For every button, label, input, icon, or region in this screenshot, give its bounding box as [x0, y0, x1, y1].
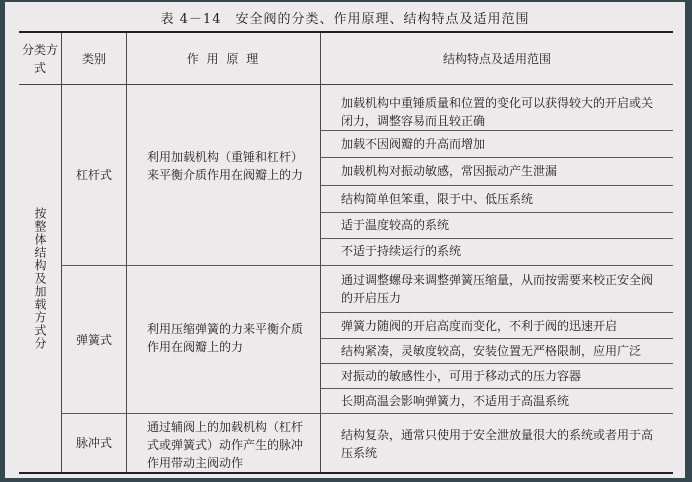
header-mode: 分类方式 — [21, 42, 58, 75]
feature-separator — [320, 238, 673, 239]
feature-separator — [320, 212, 673, 213]
feature-separator — [320, 312, 673, 313]
feature-cell: 加载机构中重锤质量和位置的变化可以获得较大的开启或关闭力，调整容易而且较正确 — [341, 96, 654, 128]
feature-cell: 长期高温会影响弹簧力，不适用于高温系统 — [341, 394, 570, 408]
feature-cell: 结构简单但笨重，限于中、低压系统 — [341, 192, 534, 206]
feature-separator — [320, 338, 673, 339]
classification-label: 按整体结构及加载方式分 — [33, 207, 47, 350]
category-cell-pulse: 脉冲式 — [75, 436, 112, 450]
feature-separator — [320, 388, 673, 389]
feature-cell: 不适于持续运行的系统 — [341, 244, 462, 258]
feature-separator — [320, 157, 673, 158]
col-divider-2 — [126, 33, 127, 472]
category-cell-spring: 弹簧式 — [75, 332, 112, 347]
document-page — [5, 2, 685, 478]
feature-separator — [320, 363, 673, 364]
feature-cell: 弹簧力随阀的开启高度而变化，不利于阀的迅速开启 — [341, 319, 618, 333]
feature-cell: 对振动的敏感性小，可用于移动式的压力容器 — [341, 369, 582, 383]
group-separator-1 — [61, 265, 673, 266]
feature-cell: 适于温度较高的系统 — [341, 218, 450, 232]
principle-cell-spring: 利用压缩弹簧的力来平衡介质作用在阀瓣上的力 — [147, 322, 304, 354]
bottom-rule — [19, 472, 673, 474]
feature-cell: 加载不因阀瓣的升高而增加 — [341, 137, 486, 151]
feature-separator — [320, 130, 673, 131]
principle-cell-lever: 利用加载机构（重锤和杠杆）来平衡介质作用在阀瓣上的力 — [147, 150, 304, 182]
feature-cell: 通过调整螺母来调整弹簧压缩量，从而按需要来校正安全阀的开启压力 — [341, 273, 654, 305]
feature-cell: 结构紧凑，灵敏度较高，安装位置无严格限制，应用广泛 — [341, 344, 642, 358]
header-category: 类别 — [81, 51, 106, 66]
feature-cell: 结构复杂，通常只使用于安全泄放量很大的系统或者用于高压系统 — [341, 428, 654, 460]
classification-cell — [19, 85, 61, 472]
header-features: 结构特点及适用范围 — [442, 51, 551, 66]
header-principle: 作 用 原 理 — [186, 51, 261, 66]
table-title: 表 4－14 安全阀的分类、作用原理、结构特点及适用范围 — [160, 12, 530, 27]
feature-cell: 加载机构对振动敏感，常因振动产生泄漏 — [341, 164, 558, 178]
category-cell-lever: 杠杆式 — [75, 168, 112, 182]
principle-cell-pulse: 通过辅阀上的加载机构（杠杆式或弹簧式）动作产生的脉冲作用带动主阀动作 — [147, 420, 304, 470]
feature-separator — [320, 185, 673, 186]
group-separator-2 — [61, 413, 673, 414]
